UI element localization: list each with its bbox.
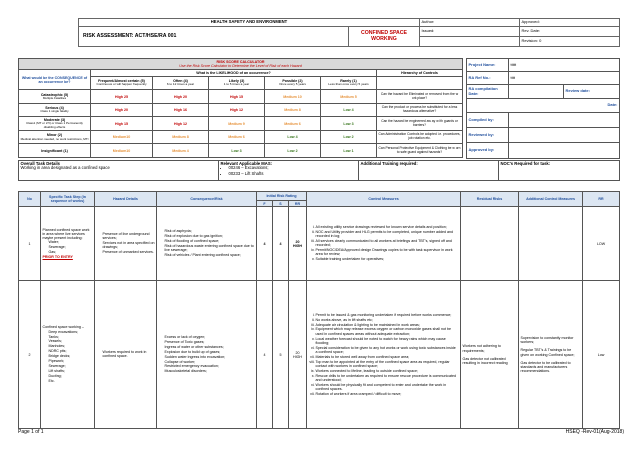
mas-item: • 00233 – Lift Shafts <box>229 172 357 177</box>
col-residual: Residual Risks <box>461 192 519 207</box>
assessment-ref: RISK ASSESSMENT: ACT/HSE/RA 001 <box>79 27 349 47</box>
col-s: S <box>273 201 289 207</box>
likelihood-col: Possible (2) Once every 5 years <box>265 76 321 90</box>
row-no: 1 <box>19 207 41 281</box>
row-consequence: • Excess or lack of oxygen; • Presence of Toxic gases; • Ingress of water or other substances; • Explosion due to build up of gases; • Sudden water ingress into excavation; • Collapse of worker; • Restricted emergency evacuation; • Musculoskeletal disorders; <box>157 281 257 429</box>
col-rr: RR <box>583 192 620 207</box>
consequence-title: What would be the CONSEQUENCE of an occurrence be? <box>19 70 91 90</box>
prior-entry-note: PRIOR TO ENTRY <box>42 255 73 260</box>
row-no: 2 <box>19 281 41 429</box>
reviewed-by-value[interactable] <box>509 128 620 143</box>
risk-score-cell: Medium 4 <box>153 144 209 158</box>
risk-score-cell: High 15 <box>209 90 265 104</box>
calculator-subtitle: Use the Risk Score Calculator to Determine the Level of Risk of each Hazard <box>179 64 302 69</box>
risk-score-cell: High 12 <box>209 103 265 117</box>
project-name-label: Project Name: <box>467 59 509 72</box>
assessment-table <box>18 191 620 429</box>
risk-score-cell: Low 4 <box>321 103 377 117</box>
table-row <box>19 207 620 281</box>
calculator-row <box>19 103 463 117</box>
training-label: Additional Training required: <box>359 161 499 181</box>
risk-score-cell: Low 3 <box>321 117 377 131</box>
compiled-by-value[interactable] <box>509 113 620 128</box>
calculator-row <box>19 130 463 144</box>
risk-score-cell: Medium 8 <box>265 103 321 117</box>
page-number: Page 1 of 1 <box>18 429 44 435</box>
row-step: Planned confined space work in area where live services maybe present including: • Water; • Sewerage; • Gas; PRIOR TO ENTRY <box>41 207 95 281</box>
risk-score-cell: Low 2 <box>265 144 321 158</box>
hierarchy-title: Hierarchy of Controls <box>377 70 463 76</box>
col-initial-rr: RR <box>289 201 307 207</box>
compilation-value[interactable] <box>509 85 564 99</box>
approved-by-label: Approved by: <box>467 143 509 159</box>
header-table <box>78 18 620 47</box>
hierarchy-control: Can the hazard be Eliminated or removed from the w ork place? <box>377 90 463 104</box>
hierarchy-control: Can the hazard be engineered aw ay w ith guards or barriers? <box>377 117 463 131</box>
nocs-label: NOC's Required for task: <box>499 161 620 181</box>
hierarchy-control: Can the product or process be substituted for a less hazardous alternative? <box>377 103 463 117</box>
risk-score-cell: Medium 6 <box>209 130 265 144</box>
hierarchy-blank <box>377 76 463 90</box>
overview-table <box>18 160 620 181</box>
approved-by-value[interactable] <box>509 143 620 159</box>
row-residual <box>461 207 519 281</box>
row-rr: 20 HIGH <box>289 281 307 429</box>
row-additional: Supervision to constantly monitor workers; Regular TBT's & Trainings to be given on working Confined space; Gas detector to be calibrated to standards and manufacturers recommendations. <box>519 281 583 429</box>
mas-cell <box>219 161 359 181</box>
row-rr: 20 HIGH <box>289 207 307 281</box>
consequence-cell: Catastrophic (5) Multiple Fatalities <box>19 90 91 104</box>
risk-score-cell: High 25 <box>91 90 153 104</box>
row-control: i. All existing utility service drawings reviewed for known service details and position; ii. NOC and Utility provider and HLG permits to be completed, unique number added and recorded in log; iii. All services clearly communicated to all workers at briefings and TBT's, signed off and recorded; iv. Permit/NOC/DEA/Approved design Drawings copies to be with task supervisor in work area for review; v. Suitable training undertaken for operatives; <box>307 207 461 281</box>
col-no: No <box>19 192 41 207</box>
calculator-row <box>19 90 463 104</box>
row-step: Confined space working – • Deep excavations; • Tanks; • Vessels; • Manholes; • NDRC pits; • Bridge decks; • Pipework; • Sewerage; • Lift shafts; • Ducting; • Etc. <box>41 281 95 429</box>
risk-score-cell: Medium10 <box>91 130 153 144</box>
col-f: F <box>257 201 273 207</box>
reviewed-by-label: Reviewed by: <box>467 128 509 143</box>
form-ref: HSEQ -Rev-01(Aug-2018) <box>565 429 624 435</box>
row-f: 4 <box>257 207 273 281</box>
task-label: Overall Task Details <box>20 160 60 166</box>
col-additional: Additional Control Measures <box>519 192 583 207</box>
header-blank <box>420 37 520 47</box>
row-additional <box>519 207 583 281</box>
risk-score-cell: High 12 <box>153 117 209 131</box>
author-label: Author: <box>420 19 520 27</box>
risk-score-cell: Low 3 <box>209 144 265 158</box>
row-s: 4 <box>273 207 289 281</box>
hierarchy-control: Can Administration Controls be adopted i.e. procedures, job rotation etc. <box>377 130 463 144</box>
project-details <box>466 58 620 159</box>
row-f: 4 <box>257 281 273 429</box>
row-hazard: • Workers required to work in confined space. <box>95 281 157 429</box>
likelihood-title: What is the LIKELIHOOD of an occurrence? <box>91 70 377 76</box>
risk-score-cell: High 20 <box>153 90 209 104</box>
col-consequence: Consequence/Risk <box>157 192 257 207</box>
row-final-rr: Low <box>583 281 620 429</box>
risk-score-cell: High 20 <box>91 103 153 117</box>
ra-ref-label: RA Ref No.: <box>467 72 509 85</box>
col-step: Specific Task Step (In sequence of works) <box>41 192 95 207</box>
row-final-rr: LOW <box>583 207 620 281</box>
compiled-by-label: Compiled by: <box>467 113 509 128</box>
consequence-cell: Minor (2) Medical attention needed, no work restrictions, MTI <box>19 130 91 144</box>
risk-score-cell: Low 4 <box>265 130 321 144</box>
rev-date-label: Rev. Date: <box>520 27 620 37</box>
likelihood-col: Rarely (1) Less than once every 5 years <box>321 76 377 90</box>
assessment-subject: CONFINED SPACE WORKING <box>349 27 420 47</box>
row-control: i. Permit to be issued & gas monitoring undertaken if required before works commence; ii. No works above, as in lift shafts etc; iii. Adequate air circulation & lighting to be maintained in work areas; iv. Equipment which may release excess oxygen or carbon monoxide gases shall not be used in confined spaces areas without adequate extraction; v. Local weather forecast should be noted to watch for heavy rains which may cause flooding; vi. Special consideration to be given to any hot works or work using toxic substances inside a confined space; vii. Materials to be stored well away from confined space area; viii. Top man to be appointed at the entry of the confined space area as required, regular contact with workers in confined space; ix. Workers connected to lifeline, leading to outside confined space; x. Rescue drills to be undertaken as required to ensure rescue procedure is communicated and understood; xi. Workers should be physically fit and competent to enter and undertake the work in confined spaces. xii. Rotation of workers if area cramped / difficult to move; <box>307 281 461 429</box>
review-date-label: Review date: <box>564 85 620 99</box>
consequence-cell: Insignificant (1) <box>19 144 91 158</box>
revision-label: Revision: 0 <box>520 37 620 47</box>
mas-item: • 00246 – Excavations; <box>229 166 357 171</box>
row-hazard: • Presence of live underground services; • Services not in area specified on drawings; • Presence of unmarked services. <box>95 207 157 281</box>
row-s: 5 <box>273 281 289 429</box>
calculator-row <box>19 117 463 131</box>
consequence-cell: Moderate (3) Class1 (MT or LTI) or Class 1 Permanently disabling effects <box>19 117 91 131</box>
risk-score-cell: Medium 10 <box>265 90 321 104</box>
consequence-cell: Serious (4) Class 1 single fatality <box>19 103 91 117</box>
risk-score-cell: Medium10 <box>91 144 153 158</box>
hierarchy-control: Can Personal Protective Equipment & Clothing be w orn to safe guard against hazards? <box>377 144 463 158</box>
issued-label: Issued: <box>420 27 520 37</box>
task-value: Working in area designated as a confined space <box>20 165 110 171</box>
col-control: Control Measures <box>307 192 461 207</box>
ra-ref-value[interactable]: tttt <box>509 72 620 85</box>
calculator-row <box>19 144 463 158</box>
date-label: Date: <box>467 99 620 113</box>
col-hazard: Hazard Details <box>95 192 157 207</box>
approved-label: Approved: <box>520 19 620 27</box>
risk-score-cell: Low 2 <box>321 130 377 144</box>
risk-score-cell: Medium 6 <box>265 117 321 131</box>
row-residual: Workers not adhering to requirements; Gas detector not calibrated resulting in incorrect reading <box>461 281 519 429</box>
compilation-label: RA compilation Date: <box>467 85 509 99</box>
likelihood-col: Often (4) 6 to 12 times a year <box>153 76 209 90</box>
risk-score-cell: High 16 <box>153 103 209 117</box>
project-name-value[interactable]: ttttt <box>509 59 620 72</box>
row-consequence: • Risk of asphyxia; • Risk of explosion due to gas ignition; • Risk of flooding of confined space; • Risk of hazardous waste entering confined space due to live sewerage; • Risk of vehicles / Plant entering confined space; <box>157 207 257 281</box>
calculator-header <box>19 59 463 70</box>
task-details <box>19 161 219 181</box>
likelihood-col: Frequent/Almost certain (5) Continuous or will happen frequently <box>91 76 153 90</box>
risk-score-cell: Low 1 <box>321 144 377 158</box>
col-initial-rating: Initial Risk Rating <box>257 192 307 201</box>
risk-score-cell: Medium 8 <box>153 130 209 144</box>
risk-calculator <box>18 58 463 158</box>
mas-label: Relevant Applicable MAS: <box>220 160 273 166</box>
calculator-title: RISK SCORE CALCULATOR <box>216 60 265 65</box>
risk-score-cell: Medium 5 <box>321 90 377 104</box>
risk-score-cell: Medium 9 <box>209 117 265 131</box>
risk-score-cell: High 15 <box>91 117 153 131</box>
table-row <box>19 281 620 429</box>
likelihood-col: Likely (3) 1 to 5 times a year <box>209 76 265 90</box>
company-title: HEALTH SAFETY AND ENVIRONMENT <box>79 19 420 27</box>
